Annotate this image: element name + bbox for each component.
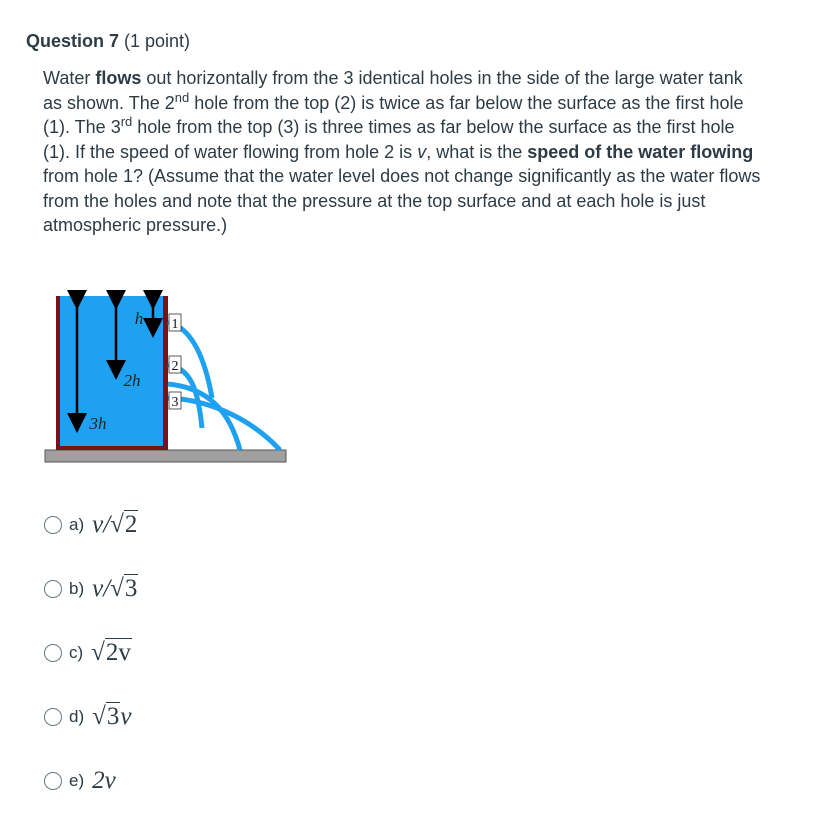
answer-expression: √2v	[91, 639, 131, 666]
hole-3-label: 3	[171, 395, 179, 410]
question-number: Question 7	[26, 31, 120, 51]
tank-bottom	[56, 446, 168, 450]
answer-option-c[interactable]	[44, 633, 344, 673]
tank-water	[59, 296, 167, 450]
radio-button[interactable]	[44, 772, 62, 790]
answer-letter: e)	[69, 771, 85, 790]
ground	[45, 450, 286, 462]
answer-letter: d)	[69, 707, 85, 726]
question-title	[26, 31, 190, 52]
hole-2-label: 2	[171, 359, 179, 374]
radio-button[interactable]	[44, 708, 62, 726]
answer-option-e[interactable]	[44, 761, 344, 801]
answer-expression: v/√2	[92, 511, 138, 538]
radio-button[interactable]	[44, 516, 62, 534]
answer-expression: v/√3	[92, 575, 138, 602]
tank-left-wall	[56, 296, 60, 450]
radio-button[interactable]	[44, 644, 62, 662]
answer-letter: c)	[69, 643, 84, 662]
label-h: h	[134, 309, 144, 328]
radio-button[interactable]	[44, 580, 62, 598]
hole-1-label: 1	[171, 317, 179, 332]
answer-letter: a)	[69, 515, 85, 534]
answer-expression: √3v	[92, 703, 132, 730]
answer-letter: b)	[69, 579, 85, 598]
water-tank-diagram	[40, 288, 292, 468]
question-points: (1 point)	[119, 31, 191, 51]
answer-option-d[interactable]	[44, 697, 344, 737]
jet-hole-3-spray	[168, 398, 280, 450]
answer-option-a[interactable]	[44, 505, 344, 545]
answer-expression: 2v	[92, 767, 116, 794]
label-2h: 2h	[123, 371, 141, 390]
label-3h: 3h	[89, 414, 107, 433]
answer-option-b[interactable]	[44, 569, 344, 609]
tank-right-wall	[163, 296, 168, 450]
question-text: Water flows out horizontally from the 3 identical holes in the side of the large water tank as shown. The 2nd hole from the top (2) is twice as far below the surface as the first hole (1). The 3rd hole from the top (3) is three times as far below the surface as the first hole (1). If the speed of water flowing from hole 2 is v, what is the speed of the water flowing from hole 1? (Assume that the water level does not change significantly as the water flows from the holes and note that the pressure at the top surface and at each hole is just atmospheric pressure.)	[43, 68, 761, 235]
